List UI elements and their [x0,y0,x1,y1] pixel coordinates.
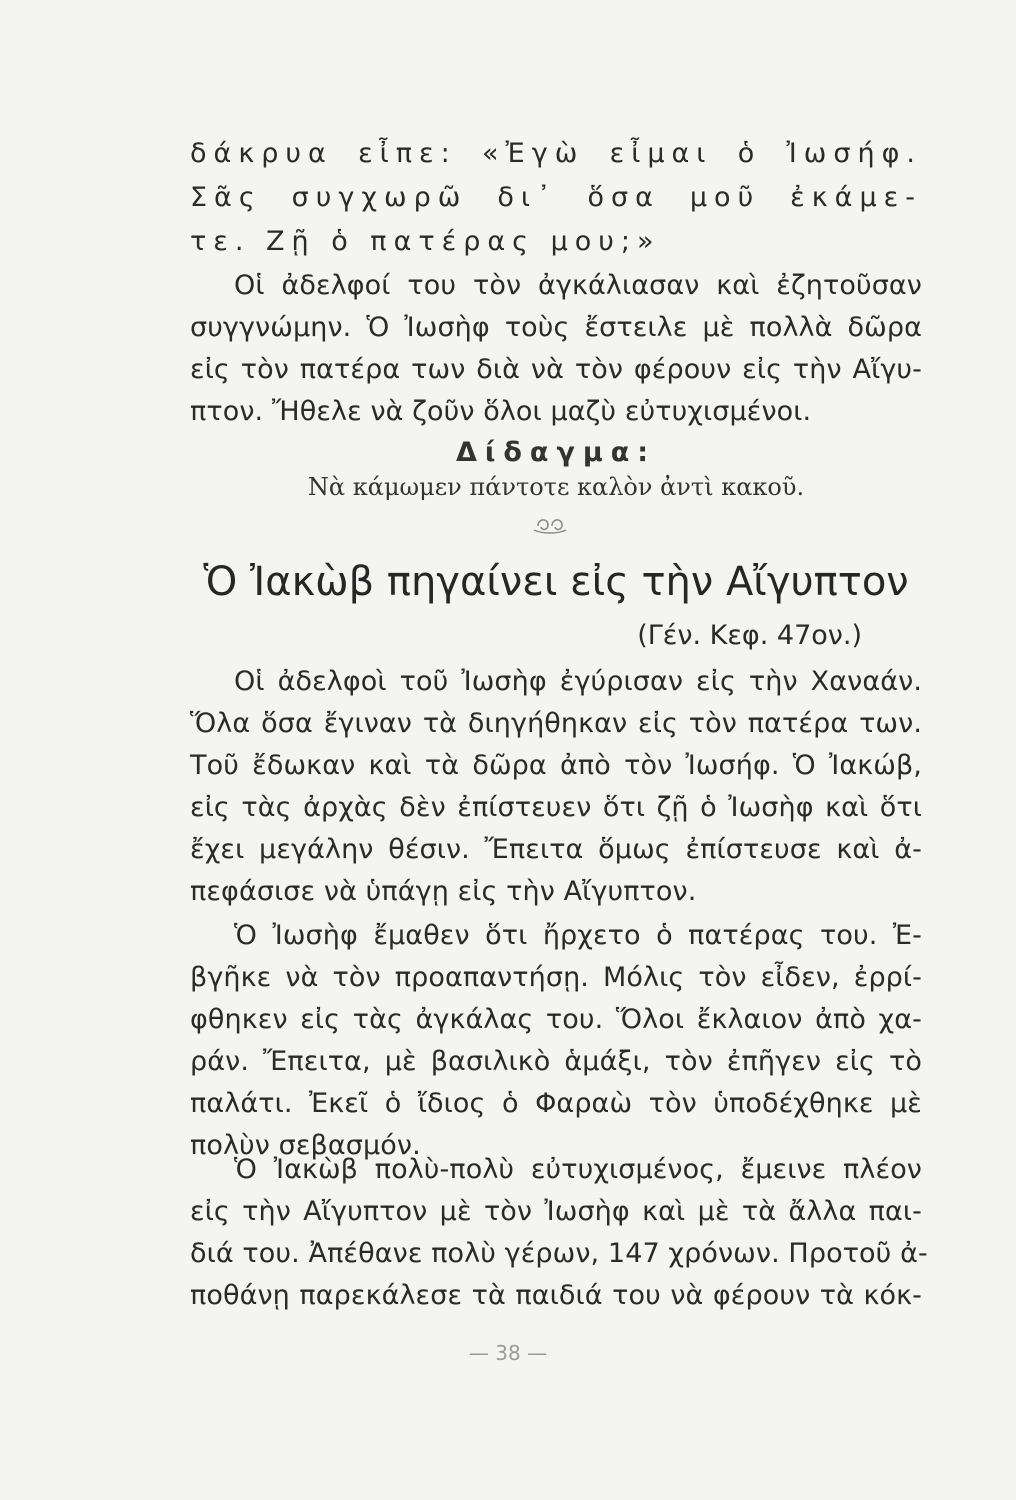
paragraph-1-line: δάκρυα εἶπε: «Ἐγὼ εἶμαι ὁ Ἰωσήφ. [190,138,922,169]
paragraph-2-line: Οἱ ἀδελφοί του τὸν ἀγκάλιασαν καὶ ἐζητοῦσαν [234,270,922,301]
paragraph-1-line: Σᾶς συγχωρῶ δι᾽ ὅσα μοῦ ἐκάμε- [190,182,922,213]
paragraph-4-line: παλάτι. Ἐκεῖ ὁ ἴδιος ὁ Φαραὼ τὸν ὑποδέχθηκε μὲ [190,1088,922,1119]
paragraph-4-line: Ὁ Ἰωσὴφ ἔμαθεν ὅτι ἤρχετο ὁ πατέρας του. Ἐ- [234,920,922,951]
page-number: — 38 — [468,1341,548,1365]
section-title: Ὁ Ἰακὼβ πηγαίνει εἰς τὴν Αἴγυπτον [203,559,909,605]
paragraph-3-line: Τοῦ ἔδωκαν καὶ τὰ δῶρα ἀπὸ τὸν Ἰωσήφ. Ὁ Ἰακώβ, [190,750,922,781]
paragraph-5-line: εἰς τὴν Αἴγυπτον μὲ τὸν Ἰωσὴφ καὶ μὲ τὰ ἄλλα παι- [190,1196,922,1227]
paragraph-4-line: φθηκεν εἰς τὰς ἀγκάλας του. Ὅλοι ἔκλαιον ἀπὸ χα- [190,1004,922,1035]
paragraph-3-line: ἔχει μεγάλην θέσιν. Ἔπειτα ὅμως ἐπίστευσε καὶ ἀ- [190,834,922,865]
paragraph-5-line: διά του. Ἀπέθανε πολὺ γέρων, 147 χρόνων. Προτοῦ ἀ- [190,1238,928,1269]
paragraph-2-line: συγγνώμην. Ὁ Ἰωσὴφ τοὺς ἔστειλε μὲ πολλὰ δῶρα [190,312,922,343]
paragraph-1-line: τε. Ζῇ ὁ πατέρας μου;» [190,226,661,257]
paragraph-5-line: Ὁ Ἰακὼβ πολὺ-πολὺ εὐτυχισμένος, ἔμεινε πλέον [234,1154,922,1185]
paragraph-5-line: ποθάνῃ παρεκάλεσε τὰ παιδιά του νὰ φέρουν τὰ κόκ- [190,1280,922,1311]
ornament-icon [530,512,570,538]
paragraph-4-line: βγῆκε νὰ τὸν προαπαντήσῃ. Μόλις τὸν εἶδεν, ἐρρί- [190,962,922,993]
lesson-heading: Δίδαγμα: [455,437,657,468]
paragraph-3-line: Οἱ ἀδελφοὶ τοῦ Ἰωσὴφ ἐγύρισαν εἰς τὴν Χαναάν. [234,666,922,697]
section-reference: (Γέν. Κεφ. 47ον.) [637,620,862,651]
paragraph-4-line: πολὺν σεβασμόν. [190,1130,421,1161]
paragraph-2-line: πτον. Ἤθελε νὰ ζοῦν ὅλοι μαζὺ εὐτυχισμένοι. [190,396,812,427]
paragraph-3-line: πεφάσισε νὰ ὑπάγῃ εἰς τὴν Αἴγυπτον. [190,876,697,907]
paragraph-4-line: ράν. Ἔπειτα, μὲ βασιλικὸ ἁμάξι, τὸν ἐπῆγεν εἰς τὸ [190,1046,922,1077]
lesson-text: Νὰ κάμωμεν πάντοτε καλὸν ἀντὶ κακοῦ. [307,473,805,501]
paragraph-3-line: Ὅλα ὅσα ἔγιναν τὰ διηγήθηκαν εἰς τὸν πατέρα των. [190,708,922,739]
paragraph-3-line: εἰς τὰς ἀρχὰς δὲν ἐπίστευεν ὅτι ζῇ ὁ Ἰωσὴφ καὶ ὅτι [190,792,922,823]
paragraph-2-line: εἰς τὸν πατέρα των διὰ νὰ τὸν φέρουν εἰς τὴν Αἴγυ- [190,354,922,385]
